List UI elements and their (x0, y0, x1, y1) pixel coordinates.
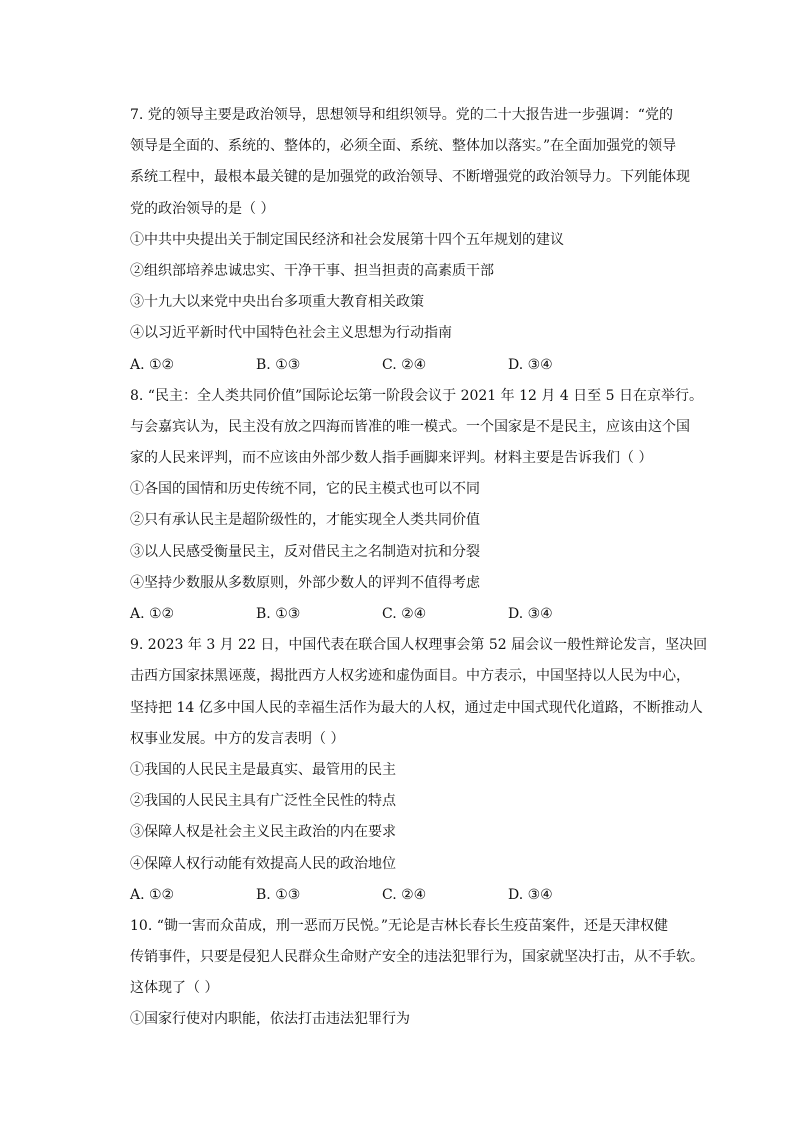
question-stem-line: 领导是全面的、系统的、整体的，必须全面、系统、整体加以落实。”在全面加强党的领导 (130, 138, 677, 155)
option-b: B. ①③ (256, 356, 301, 373)
statement: ②只有承认民主是超阶级性的，才能实现全人类共同价值 (130, 512, 480, 529)
question-stem-line: 击西方国家抹黑诬蔑，揭批西方人权劣迹和虚伪面目。中方表示，中国坚持以人民为中心， (130, 668, 690, 685)
option-d: D. ③④ (508, 356, 553, 373)
option-b: B. ①③ (256, 886, 301, 903)
option-d: D. ③④ (508, 886, 553, 903)
question-stem-line: 权事业发展。中方的发言表明（ ） (130, 730, 345, 747)
question-stem-line: 系统工程中，最根本最关键的是加强党的政治领导、不断增强党的政治领导力。下列能体现 (130, 169, 690, 186)
question-stem-line: 坚持把 14 亿多中国人民的幸福生活作为最大的人权，通过走中国式现代化道路，不断推动人 (130, 699, 703, 716)
option-a: A. ①② (130, 886, 175, 903)
statement: ②我国的人民民主具有广泛性全民性的特点 (130, 793, 396, 810)
options-row (130, 350, 708, 381)
statement: ①中共中央提出关于制定国民经济和社会发展第十四个五年规划的建议 (130, 231, 564, 248)
statement: ③十九大以来党中央出台多项重大教育相关政策 (130, 294, 424, 311)
question-stem-line: 家的人民来评判，而不应该由外部少数人指手画脚来评判。材料主要是告诉我们（ ） (130, 450, 653, 467)
option-b: B. ①③ (256, 606, 301, 622)
statement: ④以习近平新时代中国特色社会主义思想为行动指南 (130, 325, 452, 342)
options-row (130, 880, 708, 911)
question-7 (130, 100, 708, 381)
option-c: C. ②④ (382, 606, 427, 622)
option-a: A. ①② (130, 356, 175, 373)
options-row (130, 599, 708, 630)
question-stem-line: 9. 2023 年 3 月 22 日，中国代表在联合国人权理事会第 52 届会议一般性辩论发言，坚决回 (130, 637, 708, 654)
statement: ④保障人权行动能有效提高人民的政治地位 (130, 855, 396, 872)
statement: ②组织部培养忠诚忠实、干净干事、担当担责的高素质干部 (130, 262, 494, 279)
question-list (130, 100, 708, 1036)
statement: ③以人民感受衡量民主，反对借民主之名制造对抗和分裂 (130, 543, 480, 560)
statement: ①我国的人民民主是最真实、最管用的民主 (130, 761, 396, 778)
question-stem-line: 与会嘉宾认为，民主没有放之四海而皆准的唯一模式。一个国家是不是民主，应该由这个国 (130, 418, 690, 435)
question-stem-line: 10. “锄一害而众苗成，刑一恶而万民悦。”无论是吉林长春长生疫苗案件，还是天津权健 (130, 917, 669, 934)
option-d: D. ③④ (508, 606, 553, 622)
question-stem-line: 党的政治领导的是（ ） (130, 200, 275, 217)
question-stem-line: 传销事件，只要是侵犯人民群众生命财产安全的违法犯罪行为，国家就坚决打击，从不手软。 (130, 949, 704, 966)
question-stem-line: 7. 党的领导主要是政治领导，思想领导和组织领导。党的二十大报告进一步强调：“党的 (130, 107, 673, 123)
option-c: C. ②④ (382, 356, 427, 373)
option-a: A. ①② (130, 606, 175, 622)
question-10 (130, 911, 708, 1036)
statement: ③保障人权是社会主义民主政治的内在要求 (130, 824, 396, 841)
statement: ①各国的国情和历史传统不同，它的民主模式也可以不同 (130, 481, 480, 498)
option-c: C. ②④ (382, 886, 427, 903)
question-9 (130, 630, 708, 911)
question-8 (130, 381, 708, 631)
question-stem-line: 这体现了（ ） (130, 980, 219, 997)
question-stem-line: 8. “民主：全人类共同价值”国际论坛第一阶段会议于 2021 年 12 月 4 日至 5 日在京举行。 (130, 387, 703, 404)
statement: ④坚持少数服从多数原则，外部少数人的评判不值得考虑 (130, 574, 480, 591)
statement: ①国家行使对内职能，依法打击违法犯罪行为 (130, 1011, 410, 1028)
